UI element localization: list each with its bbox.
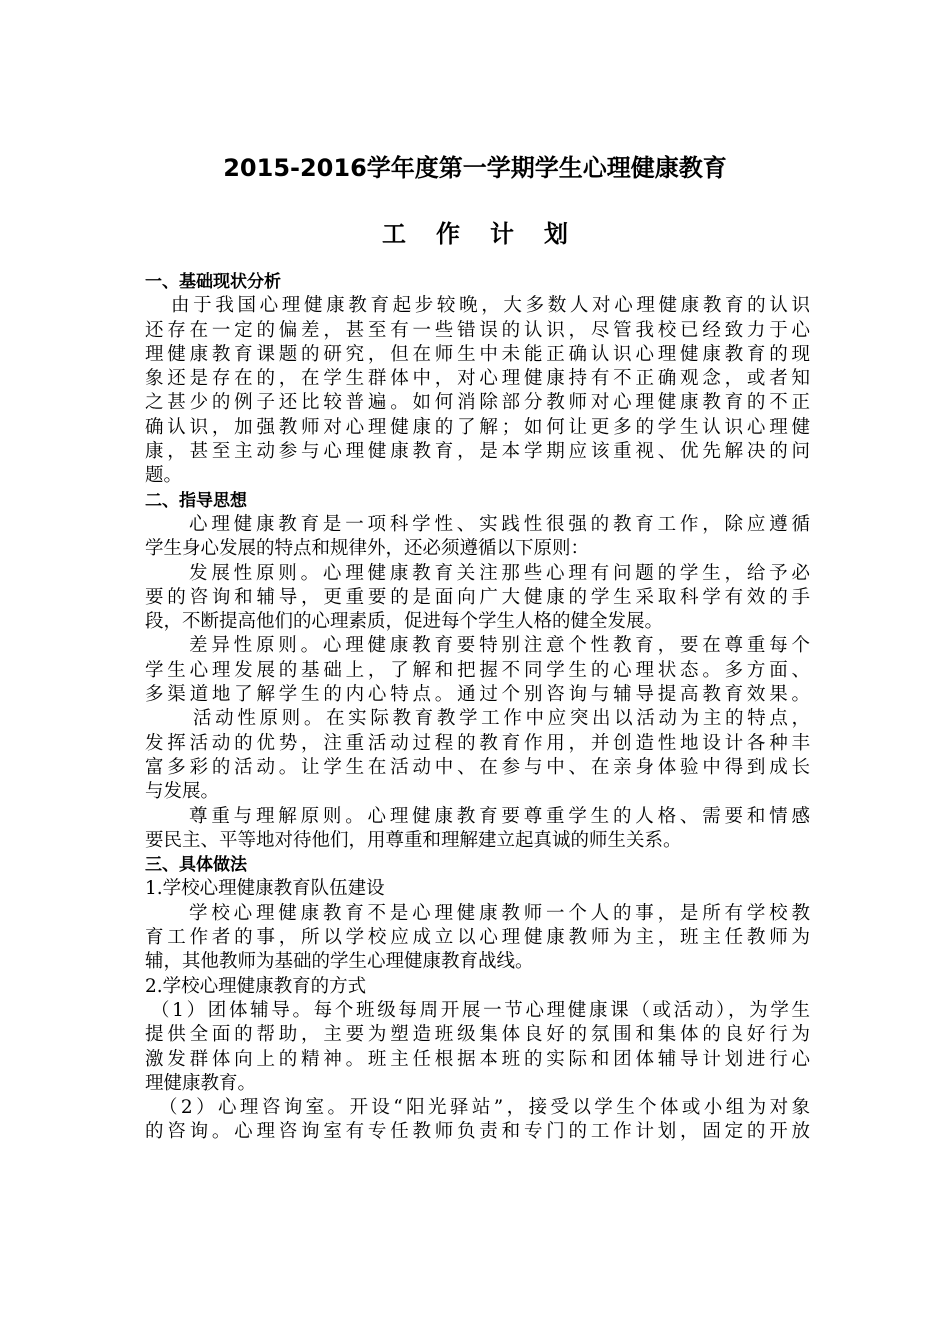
text-line: 与发展。 <box>145 781 220 803</box>
document-body <box>145 270 810 1145</box>
document-title: 2015-2016学年度第一学期学生心理健康教育 <box>223 154 727 182</box>
text-line: 康，甚至主动参与心理健康教育，是本学期应该重视、优先解决的问 <box>145 441 810 463</box>
text-line: 激发群体向上的精神。班主任根据本班的实际和团体辅导计划进行心 <box>145 1048 810 1070</box>
text-line: 学校心理健康教育不是心理健康教师一个人的事，是所有学校教 <box>189 902 810 924</box>
text-line: 辅，其他教师为基础的学生心理健康教育战线。 <box>145 951 534 973</box>
text-line: 之甚少的例子还比较普遍。如何消除部分教师对心理健康教育的不正 <box>145 392 810 414</box>
text-line: 活动性原则。在实际教育教学工作中应突出以活动为主的特点， <box>193 708 810 730</box>
text-line: 2.学校心理健康教育的方式 <box>145 975 367 997</box>
text-line: 理健康教育课题的研究，但在师生中未能正确认识心理健康教育的现 <box>145 343 810 365</box>
text-line: 学生心理发展的基础上，了解和把握不同学生的心理状态。多方面、 <box>145 659 810 681</box>
text-line: 尊重与理解原则。心理健康教育要尊重学生的人格、需要和情感 <box>189 805 810 827</box>
text-line: 1.学校心理健康教育队伍建设 <box>145 878 385 900</box>
text-line: 的咨询。心理咨询室有专任教师负责和专门的工作计划，固定的开放 <box>145 1121 810 1143</box>
text-line: 学生身心发展的特点和规律外，还必须遵循以下原则： <box>145 538 590 560</box>
text-line: 发展性原则。心理健康教育关注那些心理有问题的学生，给予必 <box>189 562 810 584</box>
text-line: 差异性原则。心理健康教育要特别注意个性教育，要在尊重每个 <box>189 635 810 657</box>
text-line: 育工作者的事，所以学校应成立以心理健康教师为主，班主任教师为 <box>145 927 810 949</box>
text-line: 心理健康教育是一项科学性、实践性很强的教育工作，除应遵循 <box>189 513 810 535</box>
text-line: 发挥活动的优势，注重活动过程的教育作用，并创造性地设计各种丰 <box>145 732 810 754</box>
text-line: 要民主、平等地对待他们，用尊重和理解建立起真诚的师生关系。 <box>145 829 682 851</box>
text-line: 提供全面的帮助，主要为塑造班级集体良好的氛围和集体的良好行为 <box>145 1024 810 1046</box>
section-heading: 二、指导思想 <box>145 490 247 511</box>
text-line: 理健康教育。 <box>145 1072 257 1094</box>
document-subtitle: 工作计划 <box>382 220 598 248</box>
section-heading: 一、基础现状分析 <box>145 272 281 292</box>
text-line: 多渠道地了解学生的内心特点。通过个别咨询与辅导提高教育效果。 <box>145 684 810 706</box>
text-line: 富多彩的活动。让学生在活动中、在参与中、在亲身体验中得到成长 <box>145 756 810 778</box>
text-line: （2）心理咨询室。开设“阳光驿站”，接受以学生个体或小组为对象 <box>159 1097 810 1119</box>
text-line: 由于我国心理健康教育起步较晚，大多数人对心理健康教育的认识 <box>171 295 810 317</box>
section-heading: 三、具体做法 <box>145 855 247 876</box>
text-line: 确认识，加强教师对心理健康的了解；如何让更多的学生认识心理健 <box>145 416 810 438</box>
text-line: 象还是存在的，在学生群体中，对心理健康持有不正确观念，或者知 <box>145 368 810 390</box>
text-line: 段，不断提高他们的心理素质，促进每个学生人格的健全发展。 <box>145 611 664 633</box>
text-line: 还存在一定的偏差，甚至有一些错误的认识，尽管我校已经致力于心 <box>145 319 810 341</box>
text-line: 题。 <box>145 465 183 487</box>
text-line: （1）团体辅导。每个班级每周开展一节心理健康课（或活动），为学生 <box>151 999 810 1021</box>
text-line: 要的咨询和辅导，更重要的是面向广大健康的学生采取科学有效的手 <box>145 586 810 608</box>
